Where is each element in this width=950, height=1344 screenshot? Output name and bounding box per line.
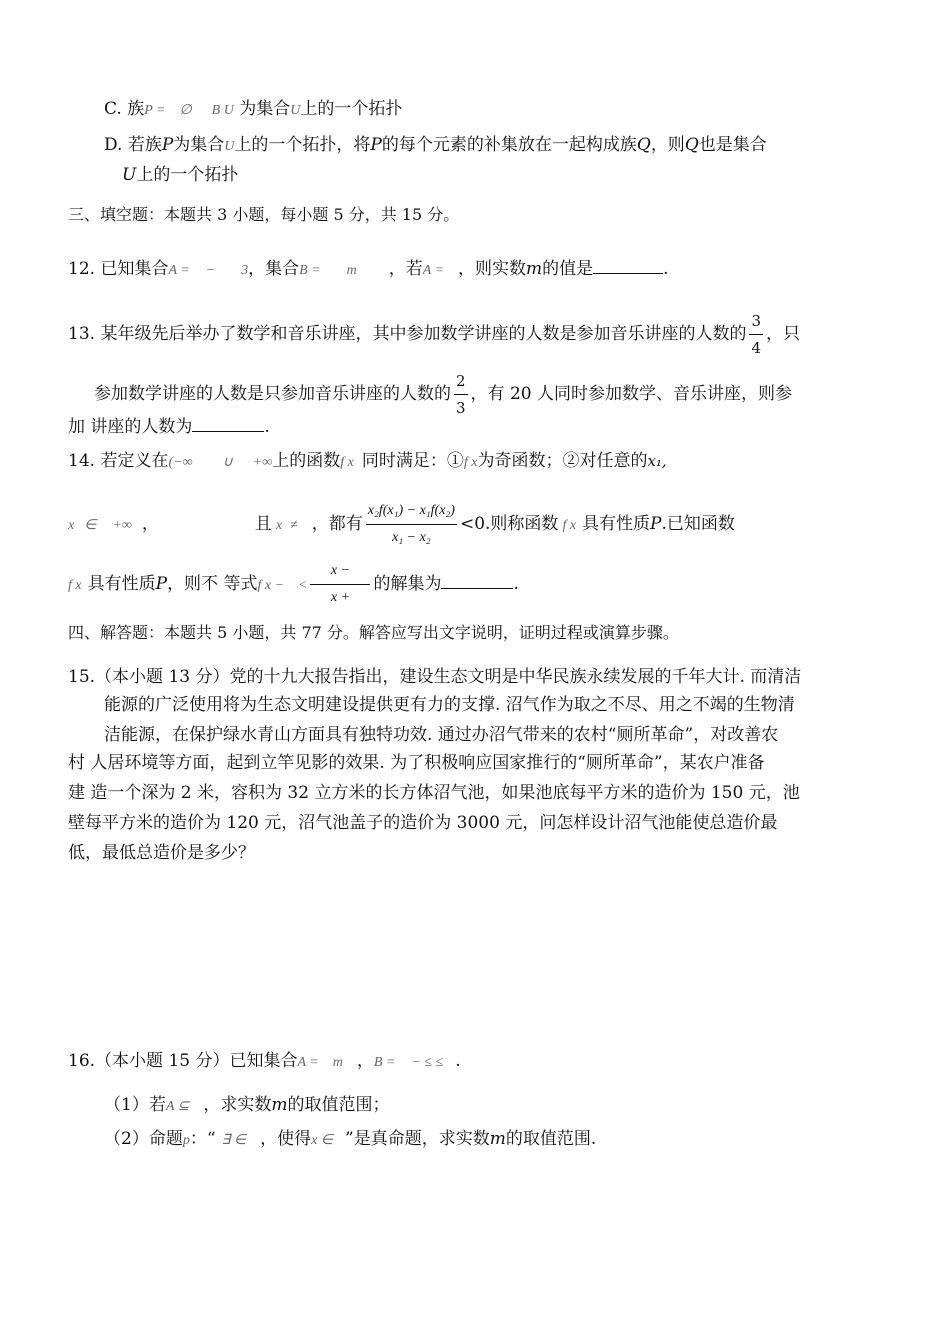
question-16: 16.（本小题 15 分）已知集合A = m ，B = − ≤ ≤ . bbox=[68, 1051, 461, 1071]
question-15-line7: 低，最低总造价是多少？ bbox=[68, 843, 255, 863]
question-13-line2: 参加数学讲座的人数是只参加音乐讲座的人数的 $\frac{2}{3}$ ，有 20 人同时参加数学、音乐讲座，则参 bbox=[94, 368, 792, 421]
question-15-line3: 洁能源，在保护绿水青山方面具有独特功效. 通过办沼气带来的农村“厕所革命”，对改善农 bbox=[104, 725, 779, 745]
answer-blank-12[interactable] bbox=[593, 257, 663, 274]
answer-blank-13[interactable] bbox=[192, 415, 264, 432]
question-14-line3: f x 具有性质P，则不 等式f x − < $\frac{x -}{x +}$ 的解集为 . bbox=[68, 558, 519, 600]
question-13-line3: 加 讲座的人数为 . bbox=[68, 417, 270, 437]
property-fraction: $\frac{\text{x₂f(x₁) − x₁f(x₂)}}{\text{x₁ − x₂}}$ bbox=[366, 498, 457, 551]
option-d: D. 若族P为集合U上的一个拓扑，将P的每个元素的补集放在一起构成族Q，则Q也是集合 bbox=[104, 135, 767, 155]
fraction-3-4: $\frac{3}{4}$ bbox=[749, 308, 763, 361]
question-15-line2: 能源的广泛使用将为生态文明建设提供更有力的支撑. 沼气作为取之不尽、用之不竭的生物清 bbox=[104, 695, 795, 715]
fraction-2-3: $\frac{2}{3}$ bbox=[454, 368, 468, 421]
question-13-line1: 13. 某年级先后举办了数学和音乐讲座，其中参加数学讲座的人数是参加音乐讲座的人数的 $\frac{3}{4}$ ，只 bbox=[68, 308, 800, 361]
option-c: C. 族P = ∅ B U 为集合U上的一个拓扑 bbox=[104, 99, 403, 119]
answer-blank-14[interactable] bbox=[441, 572, 513, 589]
option-d-line2: U上的一个拓扑 bbox=[122, 165, 239, 185]
question-15-line5: 建 造一个深为 2 米，容积为 32 立方米的长方体沼气池，如果池底每平方米的造价为 150 元，池 bbox=[68, 783, 800, 803]
question-15-line1: 15.（本小题 13 分）党的十九大报告指出，建设生态文明是中华民族永续发展的千年大计. 而清洁 bbox=[68, 667, 802, 687]
inequality-fraction: $\frac{x -}{x +}$ bbox=[310, 558, 370, 611]
question-16-part2: （2）命题p：“ ∃ ∈ ，使得x ∈ ”是真命题，求实数m的取值范围. bbox=[104, 1129, 597, 1149]
question-14-line2: x ∈ +∞ ， 且 x ≠ ，都有 $\frac{\text{x₂f(x₁) − x₁f(x₂)}}{\text{x₁ − x₂}}$ <0.则称函数 f x 具有性质P.已知函数 bbox=[68, 498, 735, 542]
question-12: 12. 已知集合A = − 3，集合B = m ，若A = ，则实数m的值是 . bbox=[68, 259, 669, 279]
question-15-line4: 村 人居环境等方面，起到立竿见影的效果. 为了积极响应国家推行的“厕所革命”，某农户准备 bbox=[68, 753, 765, 773]
question-15-line6: 壁每平方米的造价为 120 元，沼气池盖子的造价为 3000 元，问怎样设计沼气池能使总造价最 bbox=[68, 813, 778, 833]
section-solve-heading: 四、解答题：本题共 5 小题，共 77 分。解答应写出文字说明，证明过程或演算步骤。 bbox=[68, 623, 679, 642]
question-16-part1: （1）若A ⊆ ，求实数m的取值范围； bbox=[104, 1095, 390, 1115]
question-14-line1: 14. 若定义在(−∞ ∪ +∞上的函数f x 同时满足：①f x为奇函数；②对任意的x₁, bbox=[68, 451, 667, 471]
section-fill-in-heading: 三、填空题：本题共 3 小题，每小题 5 分，共 15 分。 bbox=[68, 205, 460, 224]
